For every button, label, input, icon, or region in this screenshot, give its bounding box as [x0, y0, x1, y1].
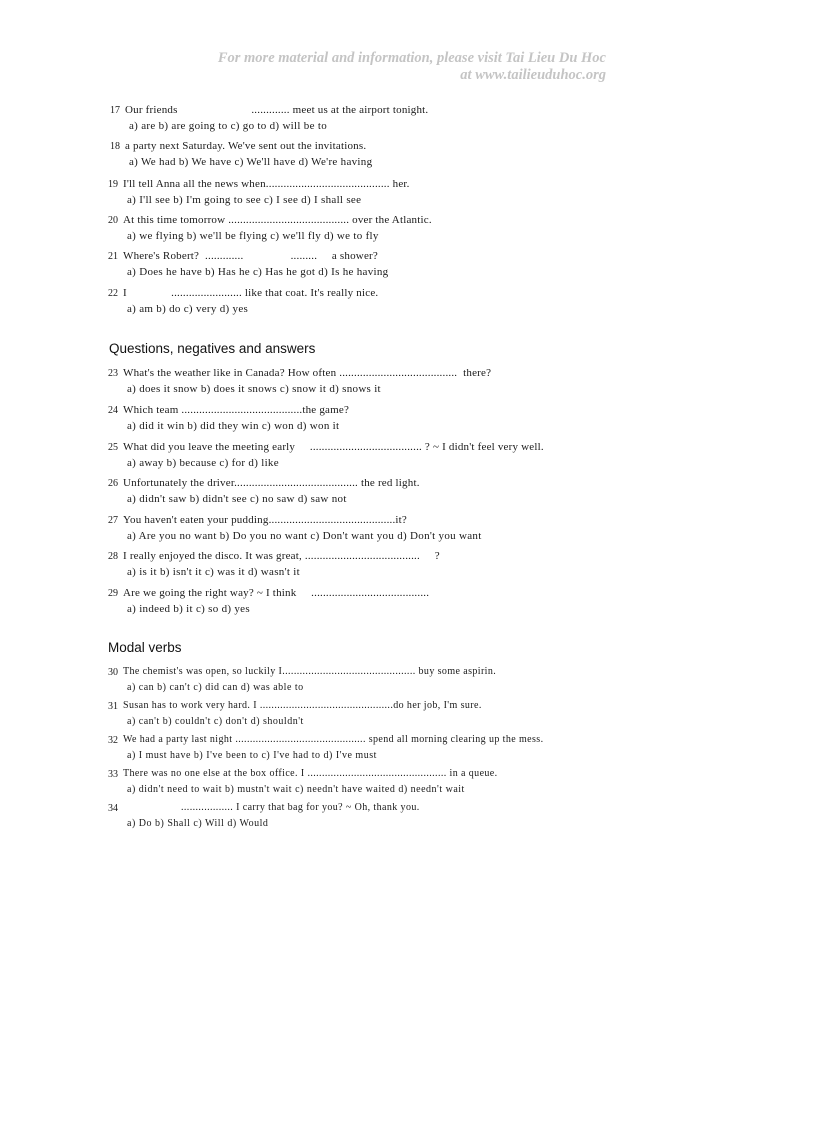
question-stem: The chemist's was open, so luckily I.............................................. buy some aspirin.	[123, 666, 497, 677]
question-options: a) indeed b) it c) so d) yes	[127, 603, 250, 615]
question-number: 27	[108, 515, 118, 526]
question-options: a) didn't saw b) didn't see c) no saw d) saw not	[127, 493, 347, 505]
question-number: 25	[108, 442, 118, 453]
question-number: 31	[108, 701, 118, 712]
question-stem: What did you leave the meeting early ...................................... ? ~ I didn't feel very well.	[123, 441, 544, 453]
question-options: a) are b) are going to c) go to d) will be to	[129, 120, 327, 132]
question-options: a) am b) do c) very d) yes	[127, 303, 249, 315]
question-number: 24	[108, 405, 118, 416]
question-stem: a party next Saturday. We've sent out the invitations.	[125, 140, 367, 152]
question-stem: Susan has to work very hard. I ..............................................do her job, I'm sure.	[123, 700, 482, 711]
question-stem: We had a party last night ............................................. spend all morning clearing up the mess.	[123, 734, 544, 745]
question-options: a) Does he have b) Has he c) Has he got d) Is he having	[127, 266, 389, 278]
question-number: 17	[110, 105, 120, 116]
watermark-line-1: For more material and information, please visit Tai Lieu Du Hoc	[217, 50, 606, 66]
question-number: 28	[108, 551, 118, 562]
question-options: a) is it b) isn't it c) was it d) wasn't it	[127, 566, 300, 578]
question-options: a) did it win b) did they win c) won d) won it	[127, 420, 340, 432]
question-options: a) I'll see b) I'm going to see c) I see d) I shall see	[127, 194, 362, 206]
question-stem: At this time tomorrow ......................................... over the Atlantic.	[123, 214, 432, 226]
question-number: 20	[108, 215, 118, 226]
question-stem: Which team .........................................the game?	[123, 404, 350, 416]
question-options: a) can't b) couldn't c) don't d) shouldn't	[127, 716, 304, 727]
question-stem: Are we going the right way? ~ I think ........................................	[123, 587, 430, 599]
question-stem: Where's Robert? ............. ......... a shower?	[123, 250, 378, 262]
question-number: 26	[108, 478, 118, 489]
question-stem: Unfortunately the driver.......................................... the red light.	[123, 477, 420, 489]
question-number: 18	[110, 141, 120, 152]
section-heading-questions: Questions, negatives and answers	[109, 341, 316, 356]
question-options: a) does it snow b) does it snows c) snow it d) snows it	[127, 383, 381, 395]
question-options: a) Do b) Shall c) Will d) Would	[127, 818, 269, 829]
question-number: 30	[108, 667, 118, 678]
question-stem: .................. I carry that bag for you? ~ Oh, thank you.	[123, 802, 420, 813]
watermark-line-2: at www.tailieuduhoc.org	[460, 67, 606, 83]
question-number: 19	[108, 179, 118, 190]
section-heading-modal-verbs: Modal verbs	[108, 640, 182, 655]
question-stem: I really enjoyed the disco. It was great, ....................................... ?	[123, 550, 440, 562]
watermark	[218, 50, 606, 84]
question-options: a) We had b) We have c) We'll have d) We're having	[129, 156, 373, 168]
question-stem: What's the weather like in Canada? How often ........................................ there?	[123, 367, 492, 379]
question-stem: I ........................ like that coat. It's really nice.	[123, 287, 379, 299]
question-number: 34	[108, 803, 118, 814]
question-number: 29	[108, 588, 118, 599]
question-options: a) Are you no want b) Do you no want c) Don't want you d) Don't you want	[127, 530, 482, 542]
question-number: 33	[108, 769, 118, 780]
question-options: a) didn't need to wait b) mustn't wait c) needn't have waited d) needn't wait	[127, 784, 465, 795]
question-options: a) I must have b) I've been to c) I've had to d) I've must	[127, 750, 377, 761]
question-number: 22	[108, 288, 118, 299]
question-stem: Our friends ............. meet us at the airport tonight.	[125, 104, 429, 116]
question-options: a) away b) because c) for d) like	[127, 457, 279, 469]
question-number: 21	[108, 251, 118, 262]
question-stem: There was no one else at the box office. I ................................................ in a queue.	[123, 768, 498, 779]
question-stem: You haven't eaten your pudding...........................................it?	[123, 514, 408, 526]
question-stem: I'll tell Anna all the news when.......................................... her.	[123, 178, 410, 190]
question-number: 23	[108, 368, 118, 379]
question-options: a) we flying b) we'll be flying c) we'll fly d) we to fly	[127, 230, 379, 242]
question-options: a) can b) can't c) did can d) was able to	[127, 682, 304, 693]
question-number: 32	[108, 735, 118, 746]
